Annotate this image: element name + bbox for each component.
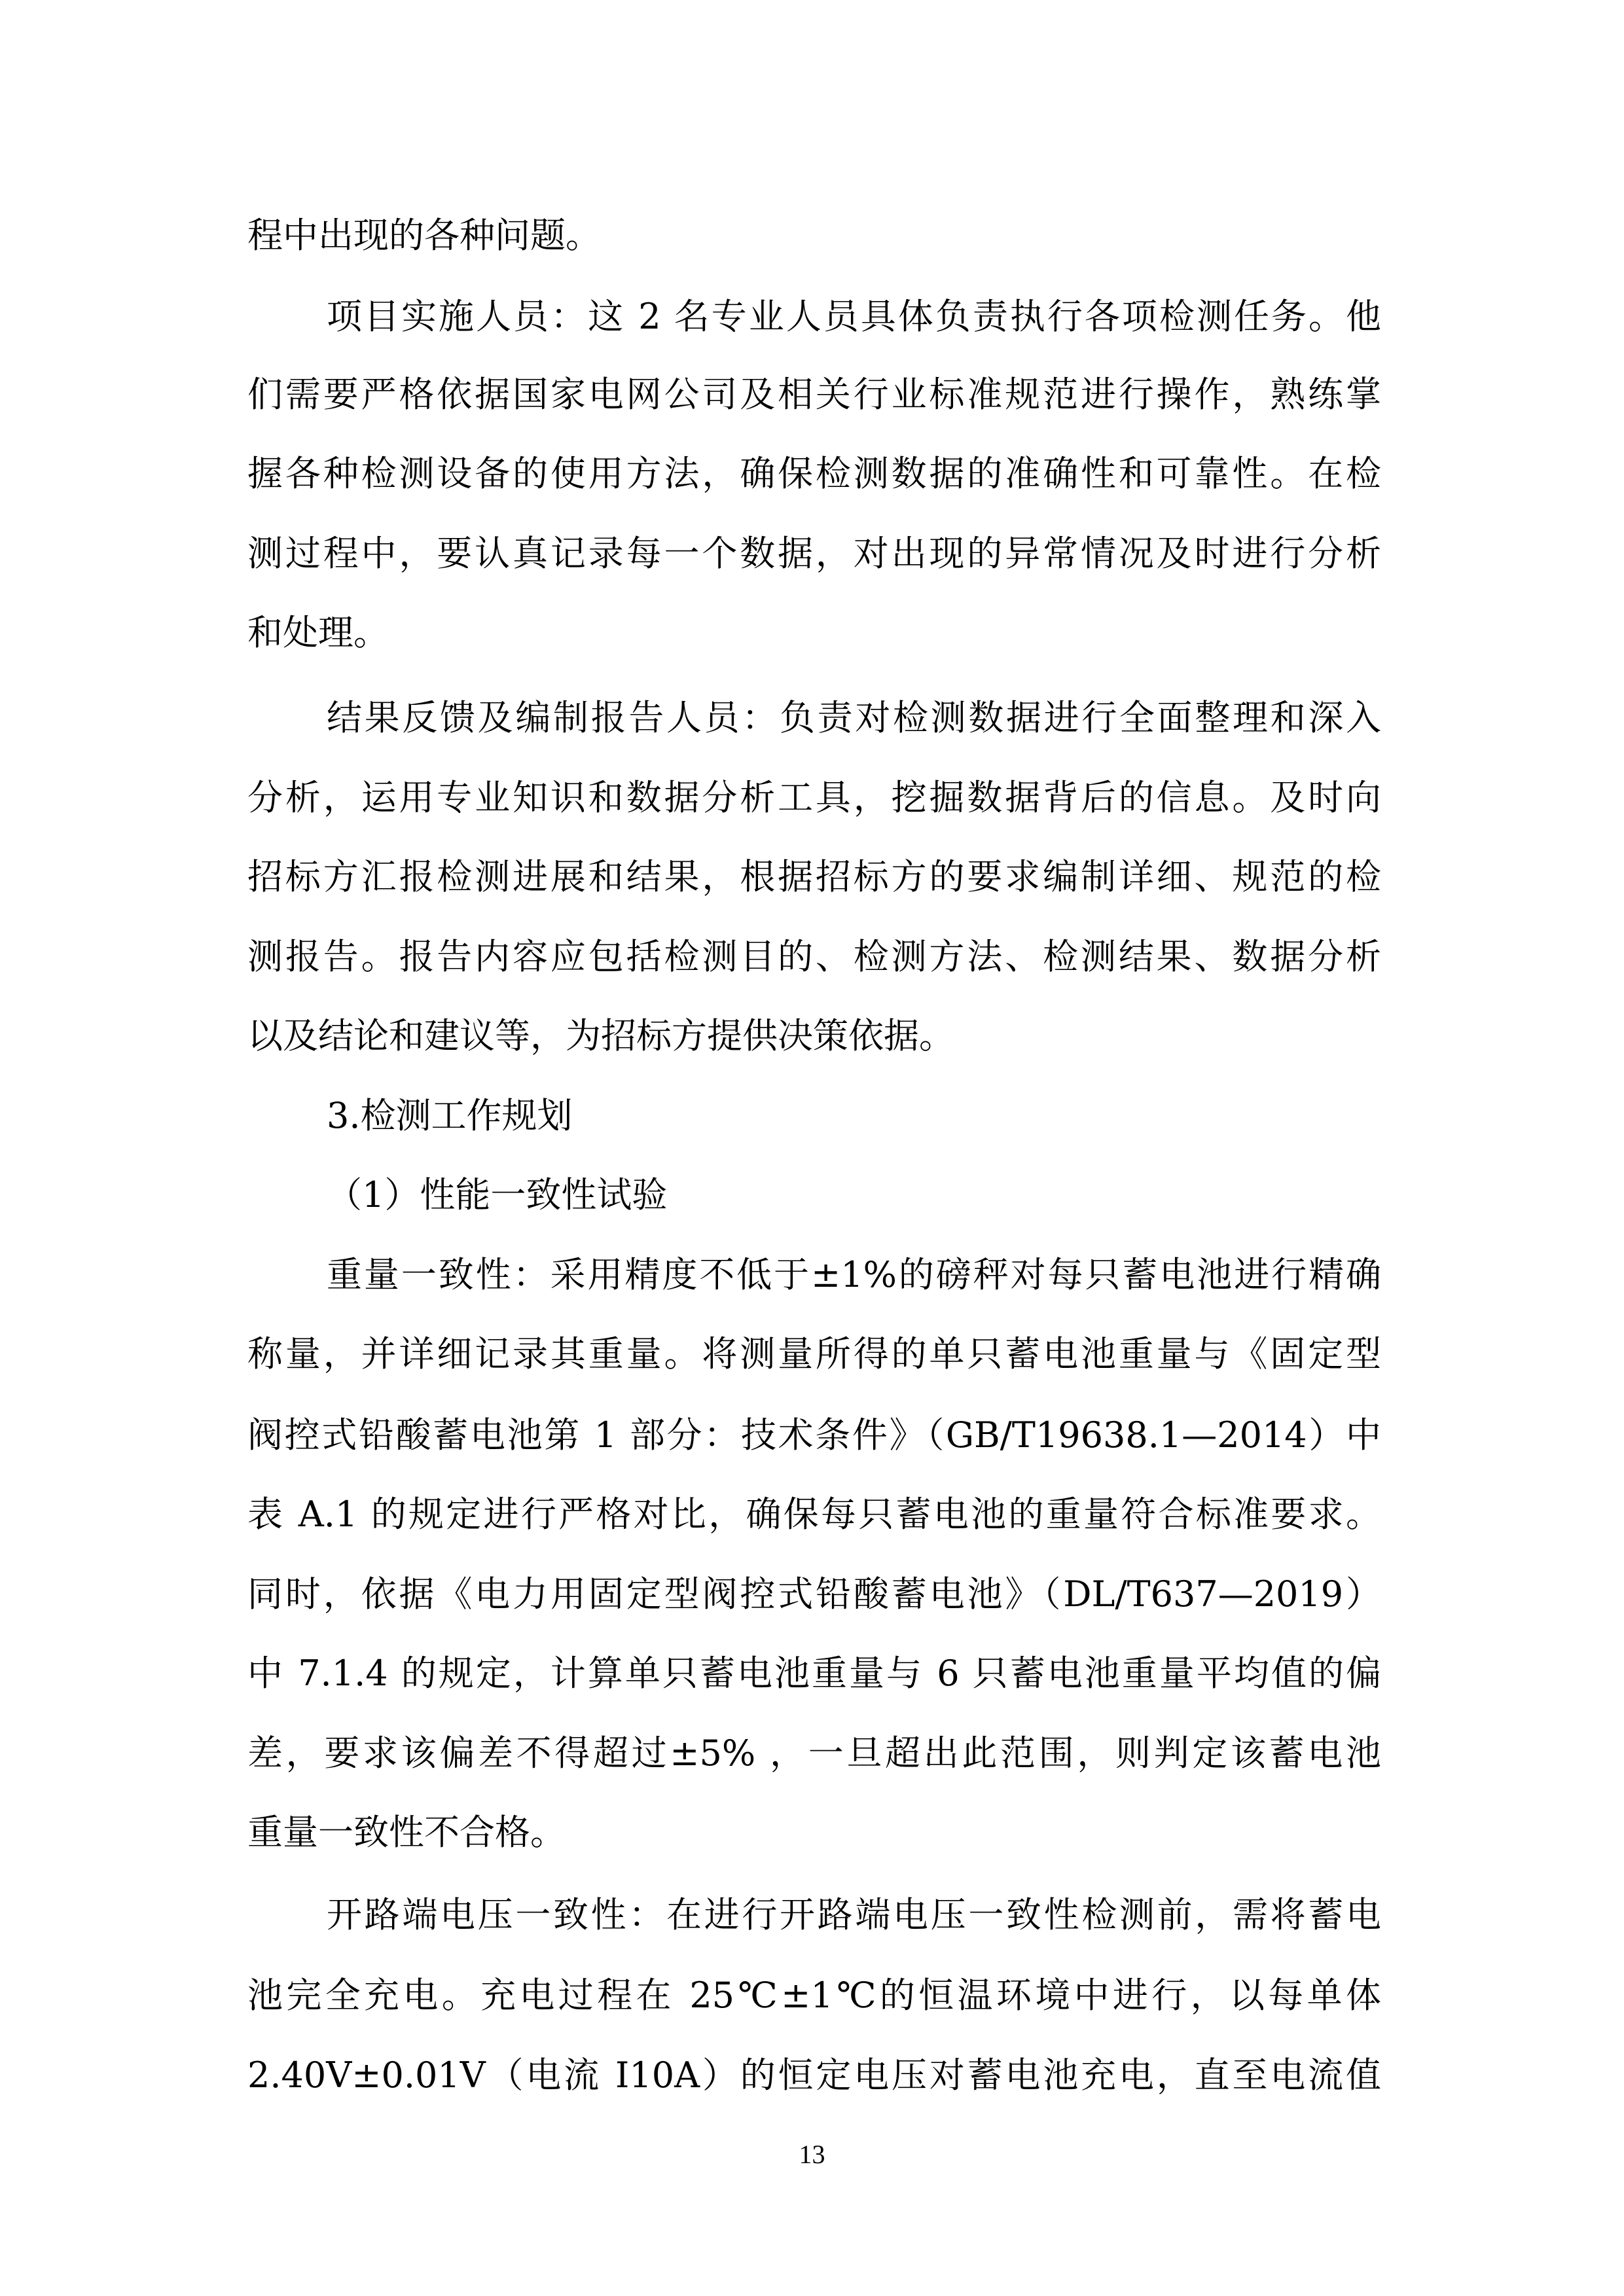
section-heading: 3.检测工作规划: [327, 1095, 573, 1136]
text-line: 测过程中，要认真记录每一个数据，对出现的异常情况及时进行分析: [247, 533, 1381, 574]
text-line: 和处理。: [247, 612, 389, 653]
text-line: 称量，并详细记录其重量。将测量所得的单只蓄电池重量与《固定型: [247, 1333, 1381, 1374]
text-line: 分析，运用专业知识和数据分析工具，挖掘数据背后的信息。及时向: [247, 777, 1381, 818]
text-line: 以及结论和建议等，为招标方提供决策依据。: [247, 1015, 954, 1056]
text-line: 招标方汇报检测进展和结果，根据招标方的要求编制详细、规范的检: [247, 856, 1381, 897]
text-line: 结果反馈及编制报告人员：负责对检测数据进行全面整理和深入: [327, 697, 1381, 738]
text-line: 池完全充电。充电过程在 25℃±1℃的恒温环境中进行，以每单体: [247, 1975, 1381, 2016]
text-line: 开路端电压一致性：在进行开路端电压一致性检测前，需将蓄电: [327, 1894, 1381, 1935]
text-line: 握各种检测设备的使用方法，确保检测数据的准确性和可靠性。在检: [247, 453, 1381, 494]
text-line: 项目实施人员：这 2 名专业人员具体负责执行各项检测任务。他: [327, 296, 1381, 337]
subsection-heading: （1）性能一致性试验: [327, 1174, 668, 1215]
text-line: 重量一致性：采用精度不低于±1%的磅秤对每只蓄电池进行精确: [327, 1254, 1381, 1295]
text-line: 测报告。报告内容应包括检测目的、检测方法、检测结果、数据分析: [247, 936, 1381, 977]
text-line: 表 A.1 的规定进行严格对比，确保每只蓄电池的重量符合标准要求。: [247, 1494, 1381, 1535]
text-line: 重量一致性不合格。: [247, 1812, 566, 1853]
text-line: 同时，依据《电力用固定型阀控式铅酸蓄电池》（DL/T637—2019）: [247, 1573, 1381, 1615]
text-line: 中 7.1.4 的规定，计算单只蓄电池重量与 6 只蓄电池重量平均值的偏: [247, 1653, 1381, 1694]
text-line: 阀控式铅酸蓄电池第 1 部分：技术条件》（GB/T19638.1—2014）中: [247, 1414, 1381, 1456]
text-line: 差，要求该偏差不得超过±5% ，一旦超出此范围，则判定该蓄电池: [247, 1732, 1381, 1774]
page-number: 13: [799, 2140, 825, 2169]
text-line: 程中出现的各种问题。: [247, 215, 601, 256]
text-line: 们需要严格依据国家电网公司及相关行业标准规范进行操作，熟练掌: [247, 374, 1381, 415]
text-line: 2.40V±0.01V（电流 I10A）的恒定电压对蓄电池充电，直至电流值: [247, 2054, 1381, 2096]
